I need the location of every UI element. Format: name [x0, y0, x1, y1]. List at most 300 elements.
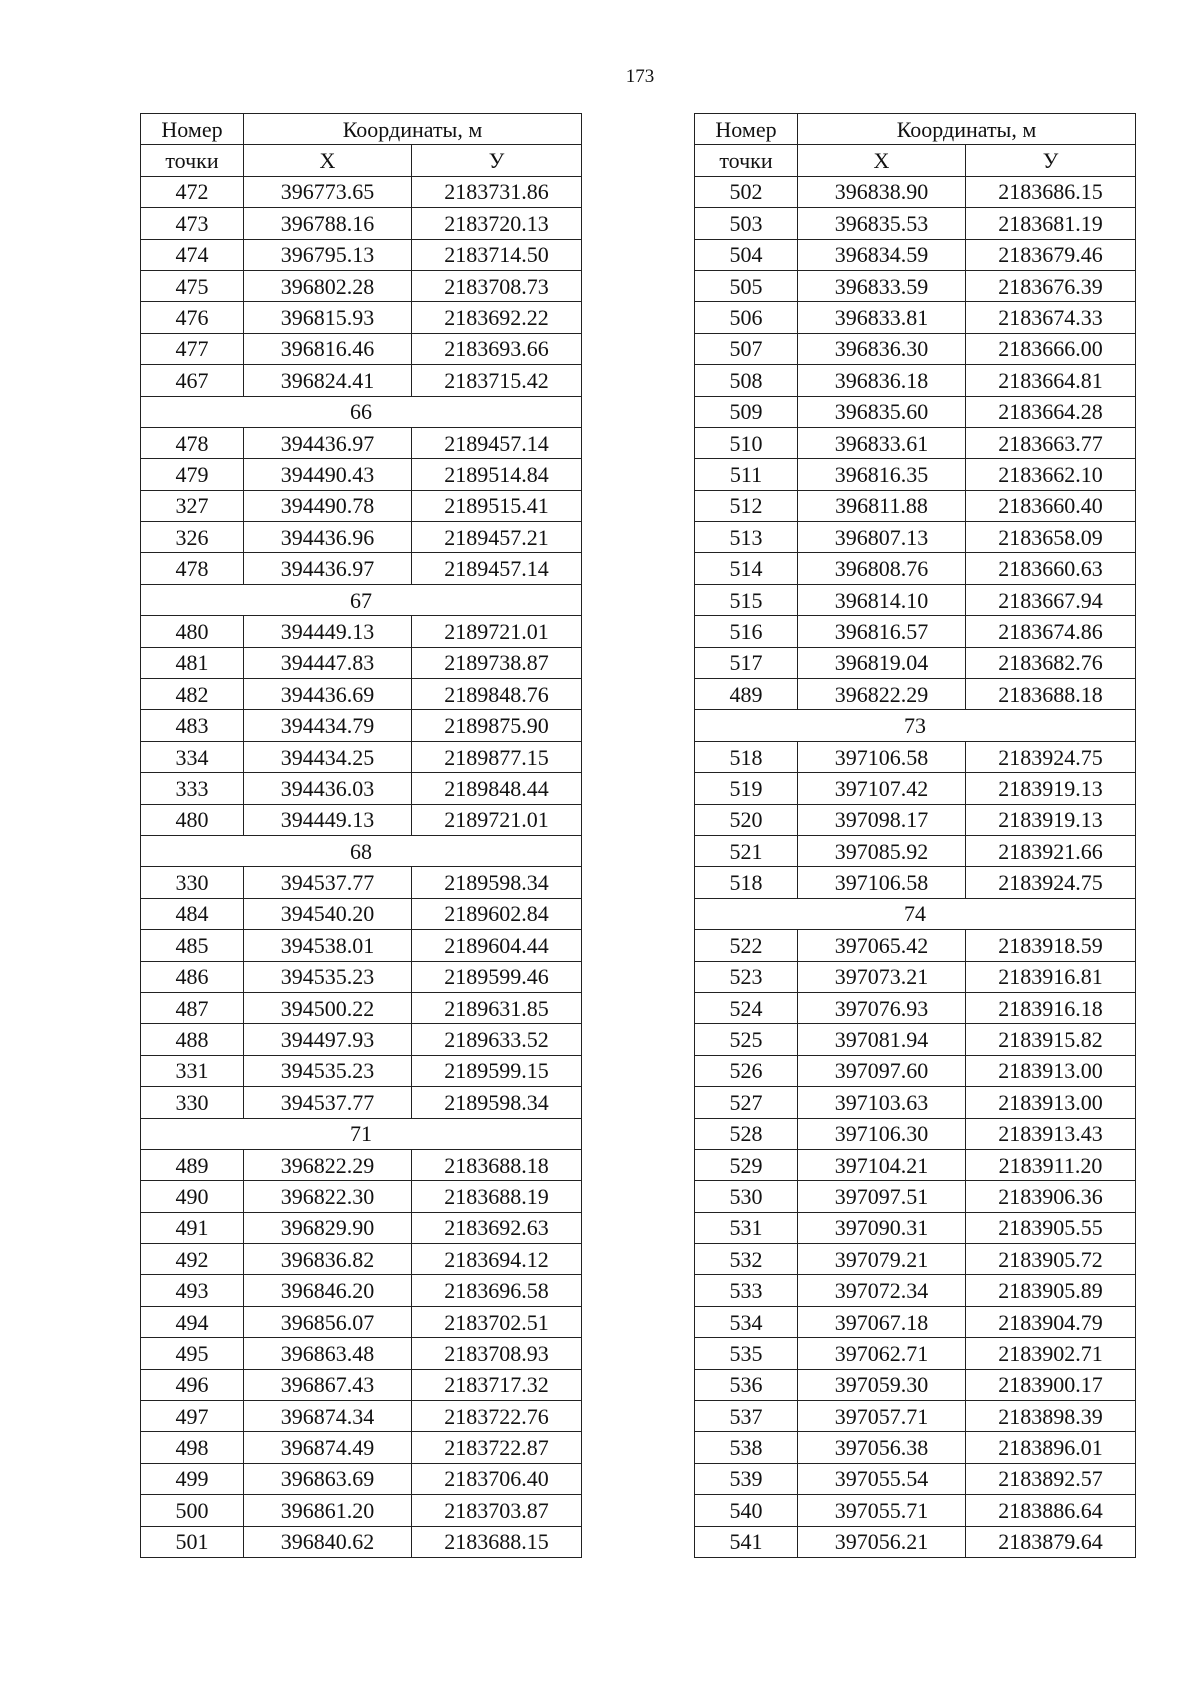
table-row — [695, 1495, 1136, 1526]
point-number-cell: 495 — [141, 1338, 244, 1369]
point-number-header-line1: Номер — [161, 116, 223, 142]
point-number-cell: 528 — [695, 1118, 798, 1149]
y-coordinate-cell: 2183688.18 — [966, 679, 1136, 710]
y-coordinate-cell: 2183662.10 — [966, 459, 1136, 490]
point-number-cell: 527 — [695, 1087, 798, 1118]
table-row — [141, 710, 582, 741]
y-coordinate-cell: 2183664.28 — [966, 396, 1136, 427]
x-coordinate-cell: 396874.34 — [244, 1401, 412, 1432]
table-row — [695, 1024, 1136, 1055]
x-coordinate-cell: 396816.46 — [244, 333, 412, 364]
y-coordinate-cell: 2183663.77 — [966, 427, 1136, 458]
y-coordinate-cell: 2189457.14 — [412, 553, 582, 584]
point-number-cell: 514 — [695, 553, 798, 584]
y-coordinate-cell: 2189875.90 — [412, 710, 582, 741]
x-coordinate-cell: 396816.35 — [798, 459, 966, 490]
x-coordinate-cell: 397076.93 — [798, 992, 966, 1023]
table-row — [141, 647, 582, 678]
x-coordinate-cell: 394490.78 — [244, 490, 412, 521]
x-coordinate-cell: 397107.42 — [798, 773, 966, 804]
x-coordinate-cell: 397062.71 — [798, 1338, 966, 1369]
y-coordinate-cell: 2183660.63 — [966, 553, 1136, 584]
table-row — [141, 1087, 582, 1118]
y-coordinate-cell: 2183918.59 — [966, 930, 1136, 961]
point-number-header — [695, 114, 798, 145]
x-coordinate-cell: 394449.13 — [244, 804, 412, 835]
point-number-cell: 502 — [695, 176, 798, 207]
y-coordinate-cell: 2183717.32 — [412, 1369, 582, 1400]
y-coordinate-cell: 2183722.87 — [412, 1432, 582, 1463]
point-number-cell: 535 — [695, 1338, 798, 1369]
section-row — [141, 1118, 582, 1149]
table-row — [695, 208, 1136, 239]
x-coordinate-cell: 394449.13 — [244, 616, 412, 647]
point-number-cell: 485 — [141, 930, 244, 961]
table-row — [695, 804, 1136, 835]
table-row — [695, 1087, 1136, 1118]
y-coordinate-cell: 2189598.34 — [412, 1087, 582, 1118]
y-coordinate-cell: 2189599.46 — [412, 961, 582, 992]
x-coordinate-cell: 396840.62 — [244, 1526, 412, 1557]
table-row — [141, 1275, 582, 1306]
table-row — [695, 1244, 1136, 1275]
section-number: 73 — [695, 710, 1136, 741]
x-column-header: Х — [244, 145, 412, 176]
table-row — [695, 1369, 1136, 1400]
point-number-cell: 467 — [141, 365, 244, 396]
table-row — [695, 302, 1136, 333]
x-coordinate-cell: 396856.07 — [244, 1306, 412, 1337]
y-coordinate-cell: 2183692.22 — [412, 302, 582, 333]
x-coordinate-cell: 396867.43 — [244, 1369, 412, 1400]
y-coordinate-cell: 2183886.64 — [966, 1495, 1136, 1526]
x-coordinate-cell: 394540.20 — [244, 898, 412, 929]
y-coordinate-cell: 2183921.66 — [966, 835, 1136, 866]
section-row — [141, 584, 582, 615]
y-coordinate-cell: 2183892.57 — [966, 1463, 1136, 1494]
x-coordinate-cell: 397103.63 — [798, 1087, 966, 1118]
point-number-cell: 494 — [141, 1306, 244, 1337]
coordinates-table-right — [694, 113, 1136, 1558]
y-coordinate-cell: 2183898.39 — [966, 1401, 1136, 1432]
y-column-header: У — [412, 145, 582, 176]
x-coordinate-cell: 397090.31 — [798, 1212, 966, 1243]
point-number-cell: 492 — [141, 1244, 244, 1275]
point-number-cell: 517 — [695, 647, 798, 678]
y-coordinate-cell: 2189514.84 — [412, 459, 582, 490]
point-number-cell: 473 — [141, 208, 244, 239]
x-coordinate-cell: 396835.53 — [798, 208, 966, 239]
point-number-cell: 501 — [141, 1526, 244, 1557]
point-number-cell: 480 — [141, 616, 244, 647]
y-coordinate-cell: 2183905.55 — [966, 1212, 1136, 1243]
y-coordinate-cell: 2183905.72 — [966, 1244, 1136, 1275]
y-coordinate-cell: 2189599.15 — [412, 1055, 582, 1086]
point-number-cell: 478 — [141, 553, 244, 584]
point-number-cell: 481 — [141, 647, 244, 678]
point-number-cell: 487 — [141, 992, 244, 1023]
y-coordinate-cell: 2183660.40 — [966, 490, 1136, 521]
x-coordinate-cell: 397055.71 — [798, 1495, 966, 1526]
point-number-cell: 540 — [695, 1495, 798, 1526]
y-coordinate-cell: 2183913.00 — [966, 1055, 1136, 1086]
table-row — [141, 1212, 582, 1243]
y-coordinate-cell: 2183702.51 — [412, 1306, 582, 1337]
point-number-cell: 474 — [141, 239, 244, 270]
table-row — [141, 459, 582, 490]
table-row — [695, 490, 1136, 521]
x-coordinate-cell: 397057.71 — [798, 1401, 966, 1432]
point-number-cell: 506 — [695, 302, 798, 333]
y-coordinate-cell: 2183905.89 — [966, 1275, 1136, 1306]
table-row — [141, 1306, 582, 1337]
point-number-header — [141, 114, 244, 145]
y-coordinate-cell: 2183676.39 — [966, 270, 1136, 301]
y-coordinate-cell: 2183720.13 — [412, 208, 582, 239]
x-coordinate-cell: 394434.79 — [244, 710, 412, 741]
coordinates-table-body — [141, 176, 582, 1557]
point-number-header-line1: Номер — [715, 116, 777, 142]
y-coordinate-cell: 2183682.76 — [966, 647, 1136, 678]
x-coordinate-cell: 397098.17 — [798, 804, 966, 835]
point-number-cell: 532 — [695, 1244, 798, 1275]
table-row — [141, 867, 582, 898]
point-number-header-line2: точки — [719, 148, 773, 174]
x-coordinate-cell: 397055.54 — [798, 1463, 966, 1494]
y-coordinate-cell: 2189604.44 — [412, 930, 582, 961]
table-row — [141, 333, 582, 364]
y-coordinate-cell: 2183919.13 — [966, 804, 1136, 835]
point-number-cell: 531 — [695, 1212, 798, 1243]
table-row — [695, 176, 1136, 207]
point-number-cell: 525 — [695, 1024, 798, 1055]
coordinates-table-left — [140, 113, 582, 1558]
y-column-header: У — [966, 145, 1136, 176]
x-coordinate-cell: 394538.01 — [244, 930, 412, 961]
point-number-cell: 330 — [141, 867, 244, 898]
table-row — [695, 1275, 1136, 1306]
table-row — [695, 835, 1136, 866]
y-coordinate-cell: 2183688.18 — [412, 1149, 582, 1180]
section-number: 67 — [141, 584, 582, 615]
point-number-cell: 523 — [695, 961, 798, 992]
x-coordinate-cell: 396815.93 — [244, 302, 412, 333]
point-number-cell: 503 — [695, 208, 798, 239]
point-number-cell: 530 — [695, 1181, 798, 1212]
y-coordinate-cell: 2183703.87 — [412, 1495, 582, 1526]
table-row — [695, 584, 1136, 615]
y-coordinate-cell: 2189515.41 — [412, 490, 582, 521]
x-coordinate-cell: 396863.48 — [244, 1338, 412, 1369]
x-coordinate-cell: 396773.65 — [244, 176, 412, 207]
section-number: 66 — [141, 396, 582, 427]
x-coordinate-cell: 396795.13 — [244, 239, 412, 270]
point-number-cell: 537 — [695, 1401, 798, 1432]
section-row — [141, 835, 582, 866]
x-coordinate-cell: 394500.22 — [244, 992, 412, 1023]
point-number-header-line2: точки — [165, 148, 219, 174]
table-row — [141, 1526, 582, 1557]
x-coordinate-cell: 396836.18 — [798, 365, 966, 396]
table-row — [141, 1149, 582, 1180]
y-coordinate-cell: 2183896.01 — [966, 1432, 1136, 1463]
y-coordinate-cell: 2183696.58 — [412, 1275, 582, 1306]
x-coordinate-cell: 397106.58 — [798, 741, 966, 772]
point-number-cell: 498 — [141, 1432, 244, 1463]
table-row — [695, 741, 1136, 772]
point-number-cell: 493 — [141, 1275, 244, 1306]
section-row — [141, 396, 582, 427]
x-coordinate-cell: 396829.90 — [244, 1212, 412, 1243]
point-number-cell: 330 — [141, 1087, 244, 1118]
y-coordinate-cell: 2183674.33 — [966, 302, 1136, 333]
table-row — [695, 1338, 1136, 1369]
y-coordinate-cell: 2189721.01 — [412, 804, 582, 835]
table-row — [695, 1306, 1136, 1337]
table-row — [695, 1118, 1136, 1149]
x-coordinate-cell: 397067.18 — [798, 1306, 966, 1337]
point-number-cell: 536 — [695, 1369, 798, 1400]
y-coordinate-cell: 2183911.20 — [966, 1149, 1136, 1180]
y-coordinate-cell: 2183693.66 — [412, 333, 582, 364]
table-row — [695, 961, 1136, 992]
table-row — [695, 365, 1136, 396]
table-row — [141, 898, 582, 929]
table-row — [695, 396, 1136, 427]
point-number-cell: 491 — [141, 1212, 244, 1243]
table-row — [695, 1432, 1136, 1463]
point-number-cell: 472 — [141, 176, 244, 207]
table-row — [695, 1463, 1136, 1494]
y-coordinate-cell: 2183692.63 — [412, 1212, 582, 1243]
y-coordinate-cell: 2183681.19 — [966, 208, 1136, 239]
y-coordinate-cell: 2189848.44 — [412, 773, 582, 804]
x-coordinate-cell: 397106.58 — [798, 867, 966, 898]
table-row — [141, 804, 582, 835]
y-coordinate-cell: 2183916.18 — [966, 992, 1136, 1023]
table-row — [141, 1495, 582, 1526]
y-coordinate-cell: 2183708.73 — [412, 270, 582, 301]
point-number-cell: 490 — [141, 1181, 244, 1212]
y-coordinate-cell: 2183906.36 — [966, 1181, 1136, 1212]
x-coordinate-cell: 394436.96 — [244, 522, 412, 553]
point-number-header — [141, 145, 244, 176]
table-row — [141, 1244, 582, 1275]
table-row — [695, 773, 1136, 804]
point-number-cell: 510 — [695, 427, 798, 458]
x-coordinate-cell: 397097.51 — [798, 1181, 966, 1212]
table-row — [695, 1212, 1136, 1243]
table-row — [141, 302, 582, 333]
x-coordinate-cell: 394447.83 — [244, 647, 412, 678]
y-coordinate-cell: 2183688.19 — [412, 1181, 582, 1212]
y-coordinate-cell: 2183674.86 — [966, 616, 1136, 647]
x-coordinate-cell: 396811.88 — [798, 490, 966, 521]
page-number: 173 — [625, 66, 655, 87]
table-row — [695, 616, 1136, 647]
x-coordinate-cell: 396863.69 — [244, 1463, 412, 1494]
section-row — [695, 710, 1136, 741]
table-row — [141, 176, 582, 207]
point-number-cell: 520 — [695, 804, 798, 835]
section-number: 71 — [141, 1118, 582, 1149]
point-number-cell: 519 — [695, 773, 798, 804]
x-coordinate-cell: 394537.77 — [244, 1087, 412, 1118]
x-coordinate-cell: 397059.30 — [798, 1369, 966, 1400]
y-coordinate-cell: 2189738.87 — [412, 647, 582, 678]
table-row — [141, 239, 582, 270]
point-number-cell: 512 — [695, 490, 798, 521]
point-number-cell: 526 — [695, 1055, 798, 1086]
point-number-cell: 509 — [695, 396, 798, 427]
y-coordinate-cell: 2189598.34 — [412, 867, 582, 898]
x-coordinate-cell: 396822.29 — [244, 1149, 412, 1180]
x-coordinate-cell: 397081.94 — [798, 1024, 966, 1055]
table-row — [695, 239, 1136, 270]
x-coordinate-cell: 397073.21 — [798, 961, 966, 992]
table-row — [695, 992, 1136, 1023]
point-number-cell: 475 — [141, 270, 244, 301]
x-coordinate-cell: 396861.20 — [244, 1495, 412, 1526]
point-number-cell: 533 — [695, 1275, 798, 1306]
x-coordinate-cell: 396833.59 — [798, 270, 966, 301]
x-coordinate-cell: 397056.38 — [798, 1432, 966, 1463]
table-row — [141, 553, 582, 584]
x-coordinate-cell: 396836.30 — [798, 333, 966, 364]
point-number-cell: 326 — [141, 522, 244, 553]
x-coordinate-cell: 396822.29 — [798, 679, 966, 710]
table-row — [141, 930, 582, 961]
point-number-cell: 486 — [141, 961, 244, 992]
x-coordinate-cell: 397097.60 — [798, 1055, 966, 1086]
x-coordinate-cell: 396874.49 — [244, 1432, 412, 1463]
y-coordinate-cell: 2183913.43 — [966, 1118, 1136, 1149]
coordinates-header: Координаты, м — [798, 114, 1136, 145]
x-coordinate-cell: 396833.81 — [798, 302, 966, 333]
x-coordinate-cell: 396814.10 — [798, 584, 966, 615]
point-number-cell: 504 — [695, 239, 798, 270]
point-number-cell: 538 — [695, 1432, 798, 1463]
table-row — [141, 208, 582, 239]
y-coordinate-cell: 2183904.79 — [966, 1306, 1136, 1337]
table-row — [141, 1369, 582, 1400]
y-coordinate-cell: 2183900.17 — [966, 1369, 1136, 1400]
y-coordinate-cell: 2183714.50 — [412, 239, 582, 270]
y-coordinate-cell: 2183686.15 — [966, 176, 1136, 207]
y-coordinate-cell: 2183722.76 — [412, 1401, 582, 1432]
section-row — [695, 898, 1136, 929]
point-number-cell: 334 — [141, 741, 244, 772]
point-number-cell: 333 — [141, 773, 244, 804]
table-row — [695, 427, 1136, 458]
y-coordinate-cell: 2189457.14 — [412, 427, 582, 458]
point-number-cell: 489 — [141, 1149, 244, 1180]
table-row — [141, 1055, 582, 1086]
y-coordinate-cell: 2189602.84 — [412, 898, 582, 929]
point-number-cell: 477 — [141, 333, 244, 364]
table-row — [695, 270, 1136, 301]
x-coordinate-cell: 396834.59 — [798, 239, 966, 270]
x-coordinate-cell: 396819.04 — [798, 647, 966, 678]
y-coordinate-cell: 2183666.00 — [966, 333, 1136, 364]
table-row — [141, 1338, 582, 1369]
x-coordinate-cell: 394434.25 — [244, 741, 412, 772]
y-coordinate-cell: 2183715.42 — [412, 365, 582, 396]
point-number-cell: 479 — [141, 459, 244, 490]
point-number-cell: 516 — [695, 616, 798, 647]
x-coordinate-cell: 396822.30 — [244, 1181, 412, 1212]
point-number-cell: 524 — [695, 992, 798, 1023]
point-number-cell: 478 — [141, 427, 244, 458]
y-coordinate-cell: 2189848.76 — [412, 679, 582, 710]
y-coordinate-cell: 2183708.93 — [412, 1338, 582, 1369]
x-coordinate-cell: 396788.16 — [244, 208, 412, 239]
x-coordinate-cell: 396846.20 — [244, 1275, 412, 1306]
y-coordinate-cell: 2183679.46 — [966, 239, 1136, 270]
x-coordinate-cell: 396824.41 — [244, 365, 412, 396]
point-number-cell: 480 — [141, 804, 244, 835]
x-coordinate-cell: 394490.43 — [244, 459, 412, 490]
point-number-cell: 488 — [141, 1024, 244, 1055]
y-coordinate-cell: 2183915.82 — [966, 1024, 1136, 1055]
x-coordinate-cell: 394535.23 — [244, 961, 412, 992]
point-number-cell: 482 — [141, 679, 244, 710]
table-row — [141, 773, 582, 804]
table-row — [695, 867, 1136, 898]
point-number-cell: 534 — [695, 1306, 798, 1337]
x-coordinate-cell: 394535.23 — [244, 1055, 412, 1086]
x-coordinate-cell: 394436.03 — [244, 773, 412, 804]
x-coordinate-cell: 396835.60 — [798, 396, 966, 427]
x-coordinate-cell: 394436.97 — [244, 427, 412, 458]
point-number-cell: 500 — [141, 1495, 244, 1526]
x-coordinate-cell: 396836.82 — [244, 1244, 412, 1275]
point-number-cell: 476 — [141, 302, 244, 333]
point-number-cell: 327 — [141, 490, 244, 521]
x-coordinate-cell: 397079.21 — [798, 1244, 966, 1275]
table-row — [141, 522, 582, 553]
x-coordinate-cell: 397106.30 — [798, 1118, 966, 1149]
table-row — [695, 553, 1136, 584]
x-coordinate-cell: 397085.92 — [798, 835, 966, 866]
table-row — [141, 490, 582, 521]
x-coordinate-cell: 396816.57 — [798, 616, 966, 647]
table-row — [695, 1526, 1136, 1557]
table-row — [695, 1055, 1136, 1086]
point-number-cell: 505 — [695, 270, 798, 301]
y-coordinate-cell: 2183664.81 — [966, 365, 1136, 396]
y-coordinate-cell: 2183694.12 — [412, 1244, 582, 1275]
x-coordinate-cell: 397056.21 — [798, 1526, 966, 1557]
y-coordinate-cell: 2183879.64 — [966, 1526, 1136, 1557]
x-coordinate-cell: 397065.42 — [798, 930, 966, 961]
y-coordinate-cell: 2183731.86 — [412, 176, 582, 207]
table-row — [141, 616, 582, 647]
y-coordinate-cell: 2183913.00 — [966, 1087, 1136, 1118]
x-coordinate-cell: 397104.21 — [798, 1149, 966, 1180]
point-number-header — [695, 145, 798, 176]
y-coordinate-cell: 2183916.81 — [966, 961, 1136, 992]
coordinates-header: Координаты, м — [244, 114, 582, 145]
coordinates-table-body — [695, 176, 1136, 1557]
table-row — [695, 1181, 1136, 1212]
point-number-cell: 497 — [141, 1401, 244, 1432]
point-number-cell: 499 — [141, 1463, 244, 1494]
point-number-cell: 483 — [141, 710, 244, 741]
y-coordinate-cell: 2183919.13 — [966, 773, 1136, 804]
table-row — [141, 427, 582, 458]
table-row — [695, 522, 1136, 553]
